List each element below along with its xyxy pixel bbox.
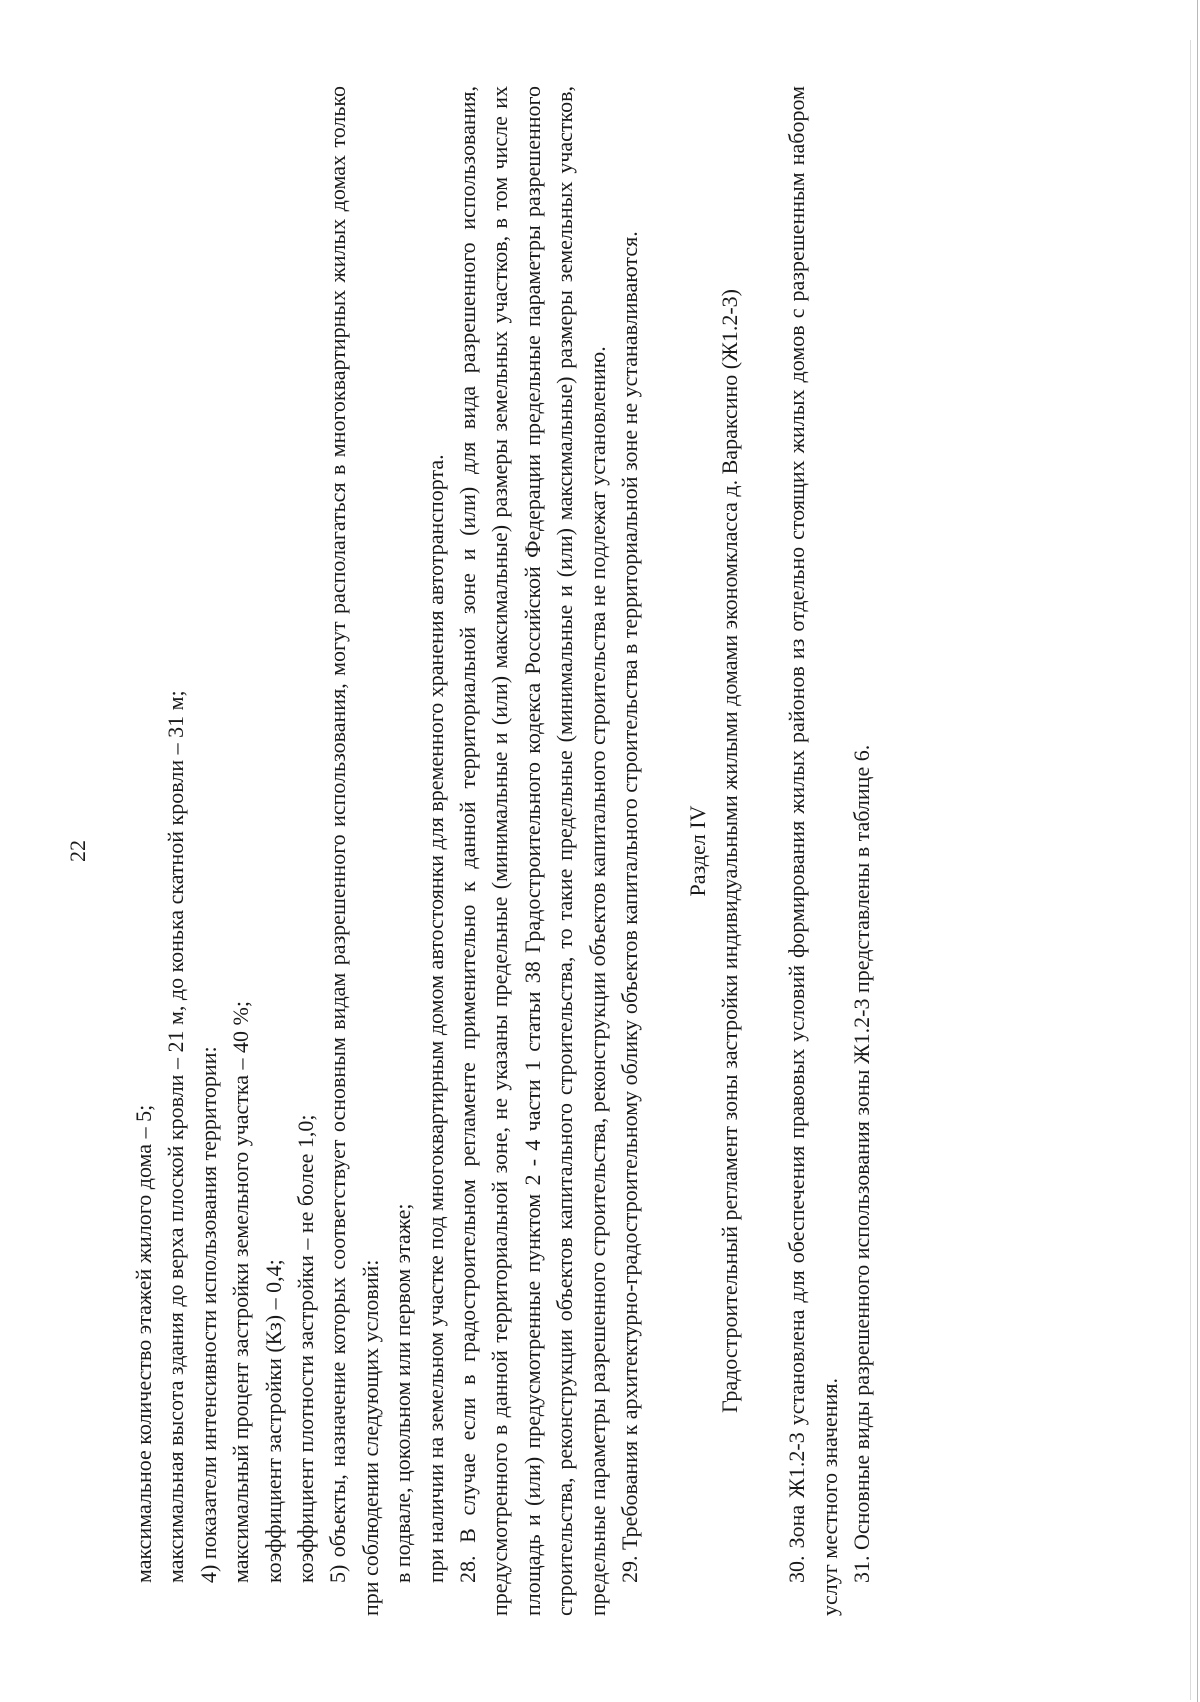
paragraph-intensity-heading: 4) показатели интенсивности использования территории: (195, 1046, 221, 1583)
paragraph-max-percent: максимальный процент застройки земельного участка – 40 %; (228, 1001, 254, 1583)
paragraph-objects-placement: 5) объекты, назначение которых соответствует основным видам разрешенного использования, могут располагаться в многоквартирных жилых домах только при соблюдении следующих условий: (325, 86, 383, 1616)
scan-edge-mark (1190, 40, 1191, 1700)
paragraph-31: 31. Основные виды разрешенного использования зоны Ж1.2-3 представлены в таблице 6. (849, 744, 875, 1583)
paragraph-coverage-coefficient: коэффициент застройки (Кз) – 0,4; (260, 1259, 286, 1583)
paragraph-parking-condition: при наличии на земельном участке под многоквартирным домом автостоянки для временного хранения автотранспорта. (422, 454, 448, 1583)
paragraph-28: 28. В случае если в градостроительном регламенте применительно к данной территориальной зоне и (или) для вида разрешенного использования, предусмотренного в данной территориальной зоне, не указаны предельные (минимальные и (или) максимальные) размеры земельных участков, в том числе их площадь и (или) предусмотренные пунктом 2 - 4 части 1 статьи 38 Градостроительного кодекса Российской Федерации предельные параметры разрешенного строительства, реконструкции объектов капитального строительства, то такие предельные (минимальные и (или) максимальные) размеры земельных участков, предельные параметры разрешенного строительства, реконструкции объектов капитального строительства не подлежат установлению. (455, 86, 610, 1616)
paragraph-floor-condition: в подвале, цокольном или первом этаже; (390, 1203, 416, 1583)
section-heading: Раздел IV (684, 805, 710, 897)
paragraph-density-coefficient: коэффициент плотности застройки – не более 1,0; (293, 1114, 319, 1583)
paragraph-30: 30. Зона Ж1.2-3 установлена для обеспечения правовых условий формирования жилых районов из отдельно стоящих жилых домов с разрешенным набором услуг местного значения. (784, 86, 842, 1616)
scan-edge-mark (1197, 0, 1198, 1702)
section-title: Градостроительный регламент зоны застройки индивидуальными жилыми домами экономкласса д. Вараксино (Ж1.2-3) (716, 289, 742, 1413)
paragraph-max-floors: максимальное количество этажей жилого дома – 5; (131, 1104, 156, 1583)
page-number: 22 (65, 840, 90, 862)
document-body (65, 86, 879, 1616)
paragraph-max-height: максимальная высота здания до верха плоской кровли – 21 м, до конька скатной кровли – 31 м; (163, 690, 189, 1583)
paragraph-29: 29. Требования к архитектурно-градостроительному облику объектов капитального строительства в территориальной зоне не устанавливаются. (617, 231, 643, 1583)
